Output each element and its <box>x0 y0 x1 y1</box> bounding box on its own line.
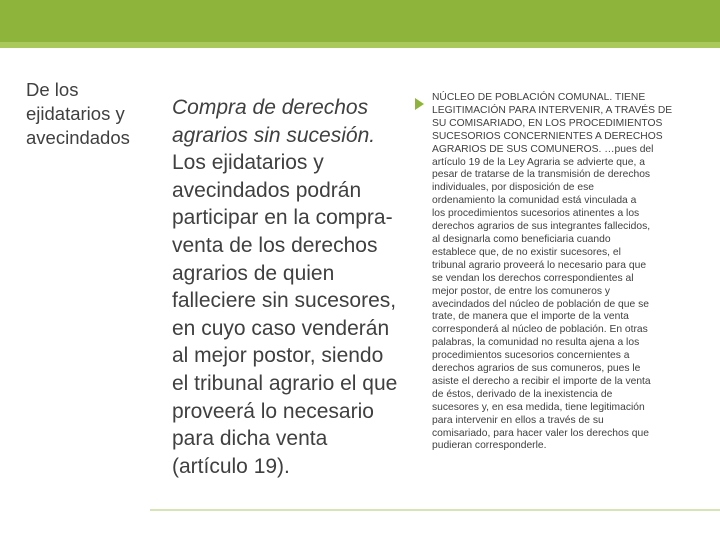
header-bar <box>0 0 720 48</box>
main-text-line: agrarios de quien <box>172 261 335 285</box>
quote-line: LEGITIMACIÓN PARA INTERVENIR, A TRAVÉS DE <box>432 104 673 116</box>
quote-line: asiste el derecho a recibir el importe de la venta <box>432 375 651 387</box>
main-text-line: en cuyo caso venderán <box>172 316 390 340</box>
quote-line: los procedimientos sucesorios atinentes a los <box>432 208 640 220</box>
quote-line: individuales, por disposición de ese <box>432 182 594 194</box>
quote-line: SU COMISARIADO, EN LOS PROCEDIMIENTOS <box>432 117 663 129</box>
section-heading-line: De los <box>26 79 79 100</box>
main-paragraph <box>172 94 427 480</box>
main-text-line: el tribunal agrario el que <box>172 371 398 395</box>
quote-line: SUCESORIOS CONCERNIENTES A DERECHOS <box>432 130 663 142</box>
quote-line: derechos agrarios de sus integrantes fallecidos, <box>432 221 651 233</box>
main-text-line: (artículo 19). <box>172 454 290 478</box>
quote-line: mejor postor, de entre los comuneros y <box>432 285 610 297</box>
arrow-bullet-icon <box>415 98 424 110</box>
quote-line: se vendan los derechos correspondientes al <box>432 272 634 284</box>
quote-line: avecindados del núcleo de población de que se <box>432 298 649 310</box>
quote-line: para intervenir en ellos a través de su <box>432 414 604 426</box>
quote-line: tribunal agrario proveerá lo necesario para que <box>432 259 647 271</box>
quote-line: NÚCLEO DE POBLACIÓN COMUNAL. TIENE <box>432 92 646 103</box>
quote-line: artículo 19 de la Ley Agraria se advierte que, a <box>432 156 645 168</box>
main-text-line: venta de los derechos <box>172 233 378 257</box>
main-text-line: para dicha venta <box>172 427 328 451</box>
quote-line: trate, de manera que el importe de la venta <box>432 311 629 323</box>
main-text-line: Los ejidatarios y <box>172 151 324 175</box>
quote-line: pesar de tratarse de la transmisión de derechos <box>432 169 651 181</box>
quote-line: establece que, de no existir sucesores, el <box>432 246 621 258</box>
quote-line: comisariado, para hacer valer los derechos que <box>432 427 649 439</box>
quote-line: de éstos, derivado de la inexistencia de <box>432 388 613 400</box>
main-text-line: proveerá lo necesario <box>172 399 374 423</box>
quote-line: pudieran corresponderle. <box>432 440 547 452</box>
section-heading <box>26 78 176 150</box>
jurisprudence-quote <box>432 92 698 453</box>
quote-line: procedimientos sucesorios concernientes a <box>432 350 630 362</box>
footer-divider <box>150 509 720 511</box>
quote-line: palabras, la comunidad no resulta ajena a los <box>432 337 640 349</box>
main-text-line: al mejor postor, siendo <box>172 344 384 368</box>
main-title-line: Compra de derechos <box>172 96 369 119</box>
main-title-line: agrarios sin sucesión. <box>172 123 376 147</box>
quote-line: sucesores y, en esa medida, tiene legitimación <box>432 401 645 413</box>
main-text-line: falleciere sin sucesores, <box>172 289 397 313</box>
quote-line: al designarla como beneficiaria cuando <box>432 233 611 245</box>
section-heading-line: ejidatarios y <box>26 103 125 124</box>
quote-line: AGRARIOS DE SUS COMUNEROS. …pues del <box>432 143 654 155</box>
quote-line: derechos agrarios de sus comuneros, pues le <box>432 363 641 375</box>
quote-line: corresponderá al núcleo de población. En otras <box>432 324 648 336</box>
main-text-line: participar en la compra- <box>172 206 393 230</box>
quote-line: ordenamiento la comunidad está vinculada a <box>432 195 637 207</box>
main-text-line: avecindados podrán <box>172 178 362 202</box>
section-heading-line: avecindados <box>26 127 130 148</box>
